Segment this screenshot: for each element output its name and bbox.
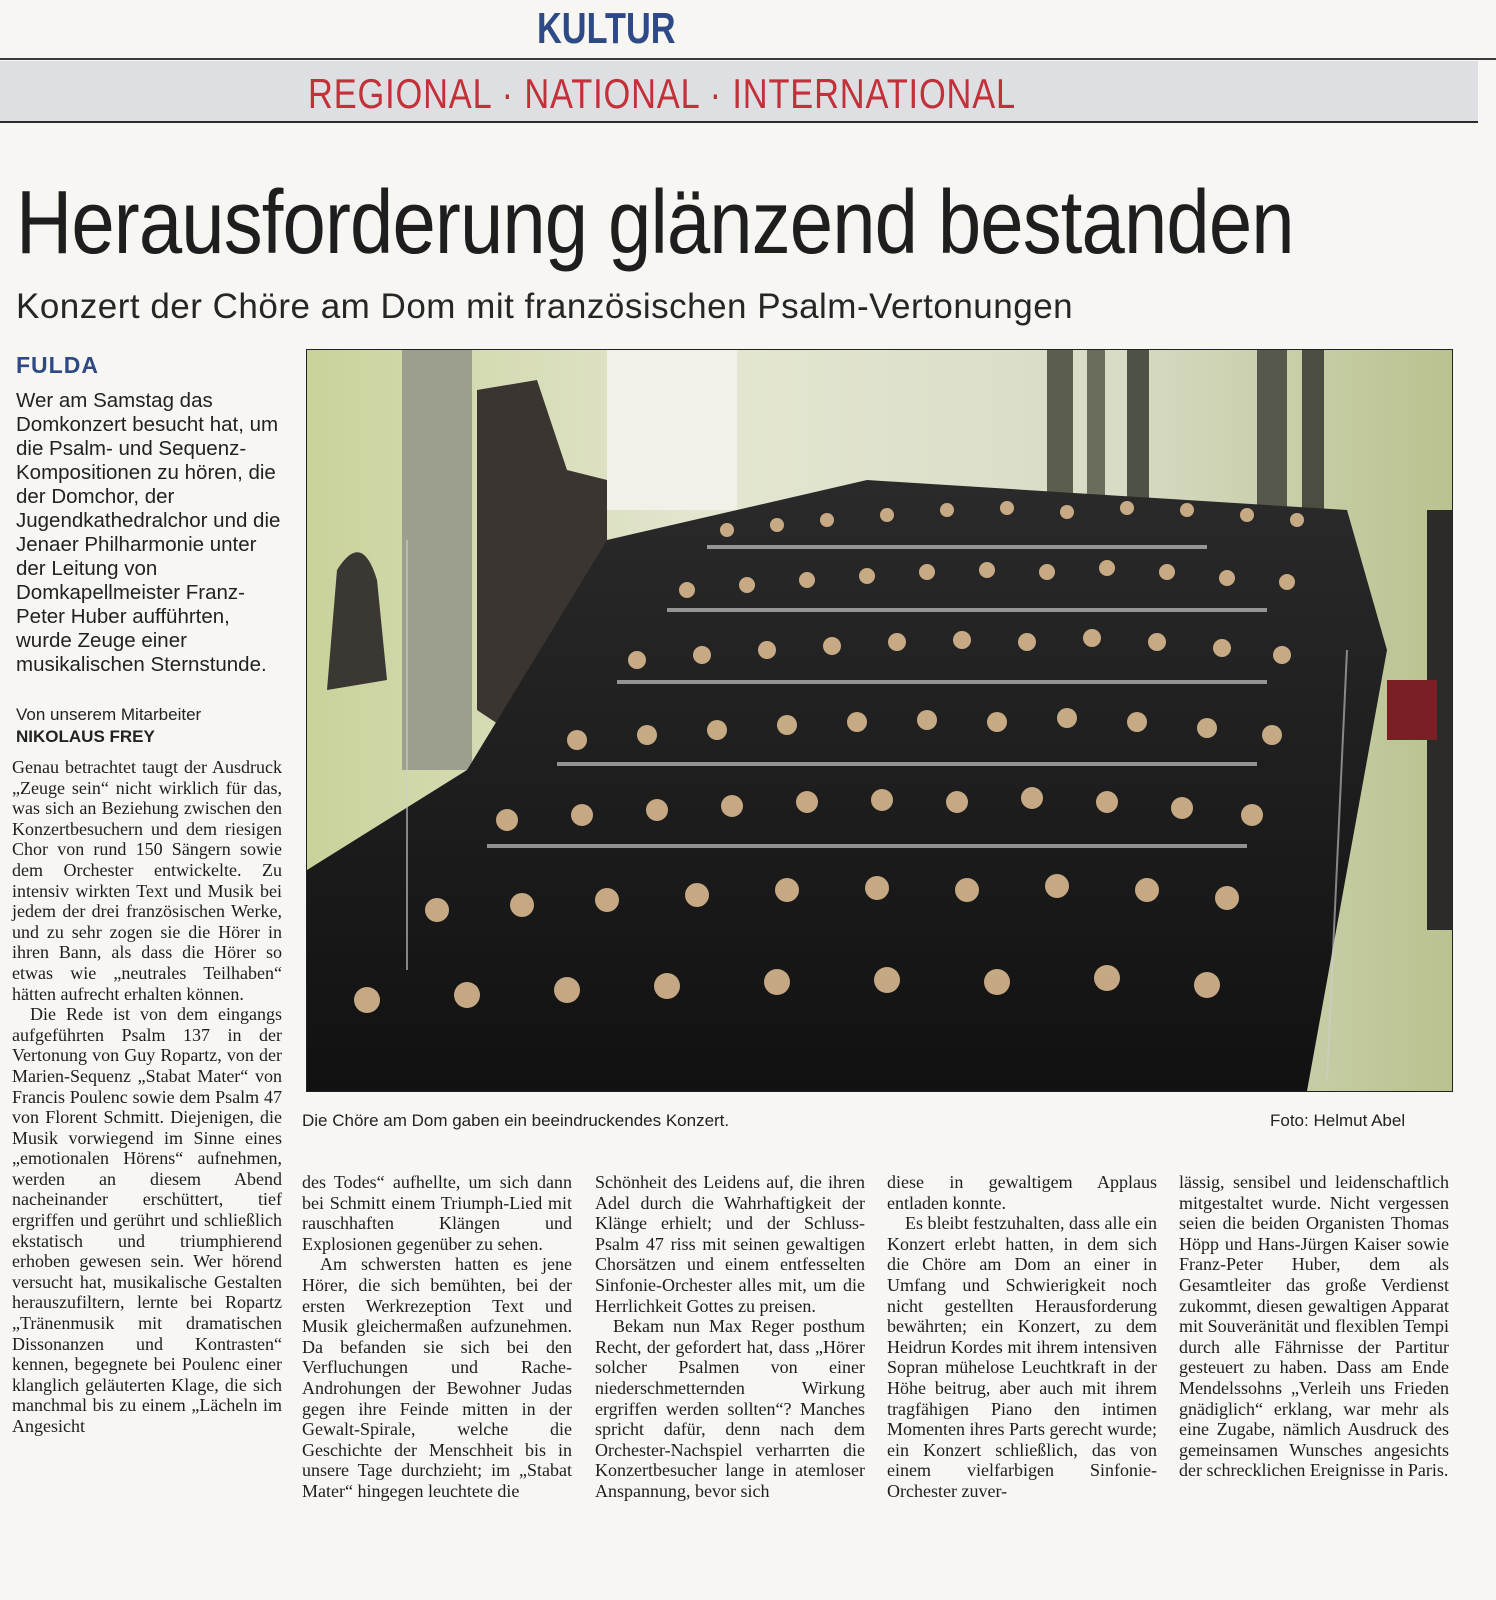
body-column-3	[595, 1172, 865, 1502]
article-headline: Herausforderung glänzend bestanden	[16, 173, 1294, 273]
body-paragraph: Es bleibt festzuhalten, dass alle ein Konzert erlebt hatten, in dem sich die Chöre am Dom an einer in Umfang und Schwierigkeit noch nicht gestellten Herausforderung bewährten; ein Konzert, zu dem Heidrun Kordes mit ihrem intensiven Sopran mühelose Leuchtkraft in der Höhe beitrug, aber auch mit ihrem tragfähigen Piano den intimen Momenten ihres Parts gerecht wurde; ein Konzert schließlich, das von einem vielfarbigen Sinfonie-Orchester zuver-	[887, 1213, 1157, 1501]
rubric-label: REGIONAL · NATIONAL · INTERNATIONAL	[308, 70, 1017, 117]
body-paragraph: Am schwersten hatten es jene Hörer, die sich bemühten, bei der ersten Werkrezeption Text und Musik gleichermaßen aufzunehmen. Da befanden sie sich bei den Verfluchungen und Rache-Androhungen der Bewohner Judas gegen ihre Feinde mitten in der Gewalt-Spirale, welche die Geschichte der Menschheit bis in unsere Tage durchzieht; im „Stabat Mater“ hingegen leuchtete die	[302, 1254, 572, 1501]
choir-photo-illustration	[307, 350, 1452, 1091]
concert-photo	[306, 349, 1453, 1092]
photo-caption: Die Chöre am Dom gaben ein beeindruckendes Konzert.	[302, 1111, 730, 1130]
byline-intro: Von unserem Mitarbeiter	[16, 705, 202, 724]
article-subheadline: Konzert der Chöre am Dom mit französischen Psalm-Vertonungen	[16, 287, 1074, 326]
photo-credit: Foto: Helmut Abel	[1270, 1111, 1406, 1130]
byline-author: NIKOLAUS FREY	[16, 727, 155, 746]
body-paragraph: Genau betrachtet taugt der Ausdruck „Zeuge sein“ nicht wirklich für das, was sich an Beziehung zwischen den Konzertbesuchern und dem riesigen Chor von rund 150 Sängern sowie dem Orchester entwickelte. Zu intensiv wirkten Text und Musik bei jedem der drei französischen Werke, und zu sehr zogen sie die Hörer in ihren Bann, als dass die Hörer so etwas wie „neutrales Teilhaben“ hätten aufrecht erhalten können.	[12, 757, 282, 1004]
body-paragraph: Die Rede ist von dem eingangs aufgeführten Psalm 137 in der Vertonung von Guy Ropartz, von der Marien-Sequenz „Stabat Mater“ von Francis Poulenc sowie dem Psalm 47 von Florent Schmitt. Diejenigen, die Musik vorwiegend im Sinne eines „emotionalen Hörens“ aufnehmen, werden an diesem Abend nacheinander erschüttert, tief ergriffen und gerührt und schließlich ekstatisch und triumphierend erhoben gewesen sein. Wer hörend versucht hat, musikalische Gestalten herauszufiltern, lernte bei Ropartz „Tränenmusik mit dramatischen Dissonanzen und Kontrasten“ kennen, begegnete bei Poulenc einer klanglich geläuterten Klage, die sich manchmal bis zu einem „Lächeln im Angesicht	[12, 1004, 282, 1436]
body-column-5	[1179, 1172, 1449, 1481]
dateline: FULDA	[16, 352, 99, 378]
body-paragraph: Schönheit des Leidens auf, die ihren Adel durch die Wahrhaftigkeit der Klänge erhielt; und der Schluss-Psalm 47 riss mit seinen gewaltigen Chorsätzen und einem entfesselten Sinfonie-Orchester alles mit, um die Herrlichkeit Gottes zu preisen.	[595, 1172, 865, 1316]
body-column-4	[887, 1172, 1157, 1502]
body-column-2	[302, 1172, 572, 1502]
body-paragraph: lässig, sensibel und leidenschaftlich mitgestaltet wurde. Nicht vergessen seien die beiden Organisten Thomas Höpp und Hans-Jürgen Kaiser sowie Franz-Peter Huber, dem als Gesamtleiter das große Verdienst zukommt, diesen gewaltigen Apparat mit Souveränität und flexiblen Tempi durch alle Fährnisse der Partitur gesteuert zu haben. Dass am Ende Mendelssohns „Verleih uns Frieden gnädiglich“ erklang, war mehr als eine Zugabe, nämlich Ausdruck des gemeinsamen Wunsches angesichts der schrecklichen Ereignisse in Paris.	[1179, 1172, 1449, 1481]
rubric-band	[0, 61, 1478, 123]
body-column-1	[12, 757, 282, 1437]
article-teaser: Wer am Samstag das Domkonzert besucht hat, um die Psalm- und Sequenz-Kompositionen zu hören, die der Domchor, der Jugendkathedralchor und die Jenaer Philharmonie unter der Leitung von Domkapellmeister Franz-Peter Huber aufführten, wurde Zeuge einer musikalischen Sternstunde.	[16, 389, 281, 676]
body-paragraph: Bekam nun Max Reger posthum Recht, der gefordert hat, dass „Hörer solcher Psalmen von einer niederschmetternden Wirkung ergriffen werden sollten“? Manches spricht dafür, denn nach dem Orchester-Nachspiel verharrten die Konzertbesucher lange in atemloser Anspannung, bevor sich	[595, 1316, 865, 1501]
section-title: KULTUR	[537, 4, 676, 53]
body-paragraph: diese in gewaltigem Applaus entladen konnte.	[887, 1172, 1157, 1213]
byline	[16, 704, 286, 748]
top-rule	[0, 58, 1496, 60]
body-paragraph: des Todes“ aufhellte, um sich dann bei Schmitt einem Triumph-Lied mit rauschhaften Klängen und Explosionen gegenüber zu sehen.	[302, 1172, 572, 1254]
